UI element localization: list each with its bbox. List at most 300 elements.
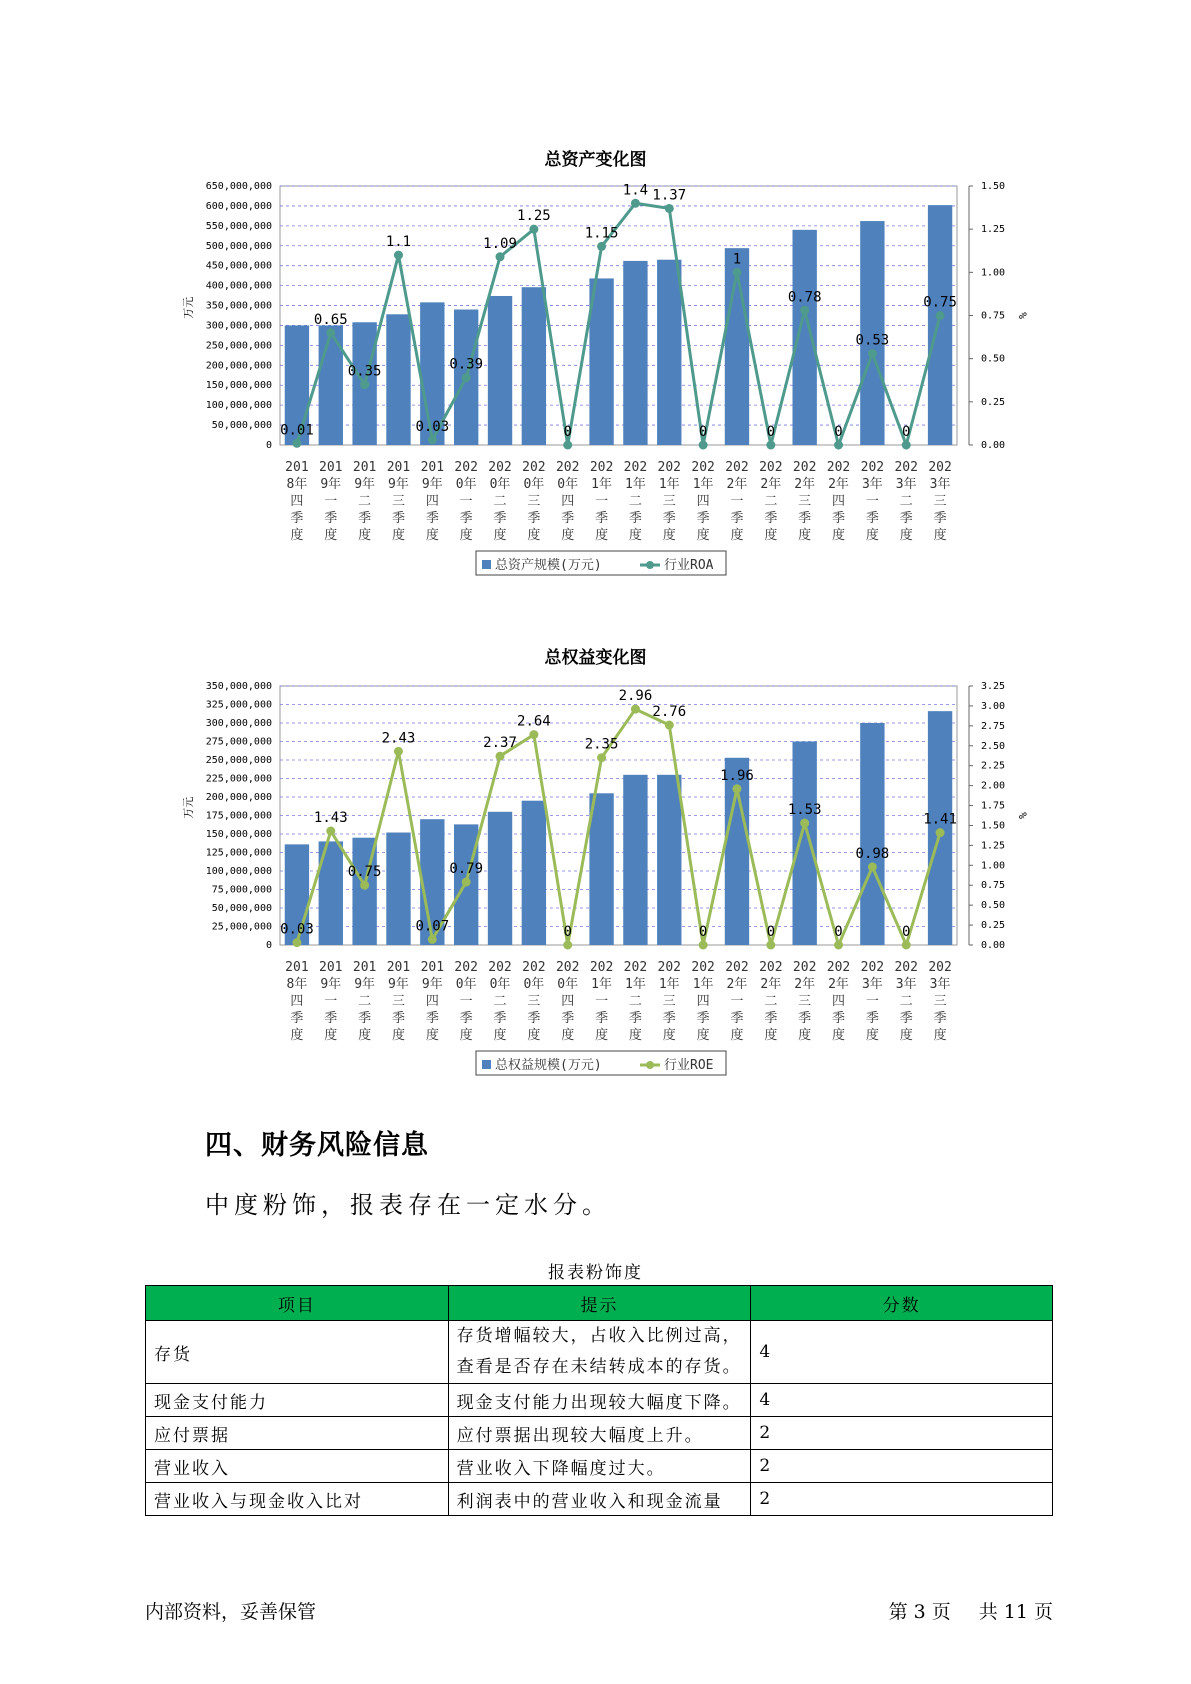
- line-point: [732, 784, 741, 793]
- line-point: [496, 252, 505, 261]
- x-tick-label: 度: [324, 528, 338, 543]
- y-tick-label: 325,000,000: [205, 699, 272, 711]
- x-tick-label: 季: [595, 1011, 609, 1026]
- x-tick-label: 3年: [861, 477, 883, 492]
- x-tick-label: 二: [764, 494, 778, 509]
- x-tick-label: 202: [657, 460, 682, 475]
- line-point: [563, 441, 572, 450]
- data-label: 0.75: [923, 294, 957, 311]
- x-tick-label: 8年: [286, 977, 308, 992]
- x-tick-label: 1年: [658, 477, 680, 492]
- legend-bar-swatch: [482, 560, 491, 569]
- data-label: 0: [766, 424, 776, 440]
- line-point: [597, 242, 606, 251]
- x-tick-label: 度: [358, 1028, 372, 1043]
- y-tick-label: 150,000,000: [205, 380, 272, 392]
- x-tick-label: 季: [899, 1011, 913, 1026]
- y-tick-label: 350,000,000: [205, 300, 272, 312]
- row-item: 应付票据: [146, 1417, 449, 1450]
- x-tick-label: 度: [865, 528, 879, 543]
- x-tick-label: 季: [290, 511, 304, 526]
- x-tick-label: 201: [352, 960, 377, 975]
- bar: [522, 287, 546, 445]
- x-tick-label: 1年: [692, 977, 714, 992]
- data-label: 0: [698, 424, 708, 440]
- line-point: [936, 311, 945, 320]
- line-point: [766, 941, 775, 950]
- x-tick-label: 9年: [388, 477, 409, 492]
- legend-line-label: 行业ROA: [664, 558, 714, 573]
- x-tick-label: 四: [561, 494, 575, 509]
- x-tick-label: 度: [324, 1028, 338, 1043]
- x-tick-label: 季: [764, 511, 778, 526]
- x-tick-label: 9年: [354, 477, 376, 492]
- line-point: [732, 268, 741, 277]
- x-tick-label: 3年: [929, 977, 951, 992]
- legend-line-label: 行业ROE: [664, 1058, 714, 1073]
- x-tick-label: 二: [493, 994, 507, 1009]
- data-label: 0.79: [449, 861, 484, 878]
- data-label: 1.15: [584, 225, 619, 242]
- x-tick-label: 季: [459, 511, 473, 526]
- header-hint: 提示: [448, 1286, 751, 1321]
- x-tick-label: 202: [589, 960, 614, 975]
- total-equity-chart: [0, 680, 1191, 1090]
- x-tick-label: 202: [759, 460, 783, 475]
- y2-axis-label: %: [1016, 312, 1029, 319]
- y-tick-label: 275,000,000: [205, 736, 272, 748]
- x-tick-label: 202: [555, 460, 580, 475]
- bar: [488, 296, 512, 445]
- total-assets-chart: [0, 180, 1191, 590]
- x-tick-label: 202: [725, 460, 749, 475]
- data-label: 0: [766, 924, 776, 940]
- x-tick-label: 三: [527, 994, 541, 1009]
- x-tick-label: 一: [730, 994, 744, 1009]
- x-tick-label: 季: [527, 1011, 541, 1026]
- row-item: 营业收入: [146, 1450, 449, 1483]
- y2-tick-label: 1.75: [981, 800, 1006, 812]
- x-tick-label: 四: [832, 994, 846, 1009]
- x-tick-label: 202: [488, 960, 512, 975]
- y-tick-label: 300,000,000: [205, 320, 272, 332]
- x-tick-label: 0年: [455, 977, 477, 992]
- x-tick-label: 一: [459, 994, 473, 1009]
- x-tick-label: 度: [933, 528, 947, 543]
- x-tick-label: 202: [657, 960, 682, 975]
- x-tick-label: 202: [623, 460, 648, 475]
- legend-bar-swatch: [482, 1060, 491, 1069]
- x-tick-label: 四: [696, 494, 710, 509]
- x-tick-label: 2年: [794, 477, 816, 492]
- x-tick-label: 三: [798, 994, 812, 1009]
- legend-bar-label: 总权益规模(万元): [495, 1058, 602, 1073]
- x-tick-label: 2年: [760, 477, 782, 492]
- line-point: [360, 881, 369, 890]
- line-point: [496, 752, 505, 761]
- x-tick-label: 202: [454, 460, 478, 475]
- data-label: 1.4: [622, 182, 649, 199]
- bar: [792, 742, 816, 946]
- x-tick-label: 季: [798, 511, 812, 526]
- x-tick-label: 二: [358, 994, 372, 1009]
- x-tick-label: 201: [319, 960, 343, 975]
- data-label: 0.35: [347, 363, 382, 380]
- x-tick-label: 1年: [625, 477, 646, 492]
- y-tick-label: 350,000,000: [205, 681, 272, 692]
- x-tick-label: 202: [826, 460, 851, 475]
- y-tick-label: 200,000,000: [205, 360, 272, 372]
- x-tick-label: 度: [899, 528, 913, 543]
- x-tick-label: 季: [696, 1011, 710, 1026]
- x-tick-label: 202: [792, 960, 817, 975]
- x-tick-label: 3年: [929, 477, 951, 492]
- x-tick-label: 度: [662, 1028, 676, 1043]
- data-label: 1.09: [483, 235, 517, 252]
- x-tick-label: 度: [730, 1028, 744, 1043]
- bar: [386, 833, 410, 945]
- risk-summary: 中度粉饰，报表存在一定水分。: [205, 1191, 611, 1219]
- line-point: [394, 747, 403, 756]
- x-tick-label: 2年: [828, 977, 849, 992]
- x-tick-label: 度: [595, 528, 609, 543]
- data-label: 0.03: [280, 921, 314, 938]
- bar: [657, 260, 681, 445]
- y-tick-label: 250,000,000: [205, 340, 272, 352]
- data-label: 0.01: [280, 422, 314, 439]
- y-tick-label: 300,000,000: [205, 718, 272, 729]
- x-tick-label: 度: [933, 1028, 947, 1043]
- line-point: [699, 941, 708, 950]
- line-point: [462, 878, 471, 887]
- row-hint: 现金支付能力出现较大幅度下降。: [448, 1384, 751, 1417]
- x-tick-label: 202: [555, 960, 580, 975]
- x-tick-label: 度: [527, 528, 541, 543]
- line-point: [462, 373, 471, 382]
- x-tick-label: 二: [764, 994, 778, 1009]
- x-tick-label: 0年: [557, 977, 579, 992]
- x-tick-label: 度: [459, 1028, 473, 1043]
- x-tick-label: 201: [386, 460, 411, 475]
- x-tick-label: 一: [595, 994, 609, 1009]
- x-tick-label: 201: [420, 960, 445, 975]
- x-tick-label: 3年: [895, 477, 917, 492]
- y-tick-label: 650,000,000: [205, 181, 272, 192]
- y-tick-label: 400,000,000: [205, 280, 272, 292]
- x-tick-label: 季: [764, 1011, 778, 1026]
- x-tick-label: 二: [358, 494, 372, 509]
- header-item: 项目: [146, 1286, 449, 1321]
- x-tick-label: 季: [527, 511, 541, 526]
- data-label: 0: [902, 424, 911, 440]
- x-tick-label: 度: [832, 528, 846, 543]
- y2-tick-label: 0.75: [981, 880, 1006, 892]
- data-label: 2.35: [584, 736, 619, 753]
- line-point: [902, 941, 911, 950]
- x-tick-label: 季: [358, 1011, 372, 1026]
- data-label: 0.07: [415, 918, 450, 935]
- header-score: 分数: [751, 1286, 1053, 1321]
- x-tick-label: 季: [391, 511, 405, 526]
- data-label: 2.37: [483, 735, 517, 752]
- x-tick-label: 度: [764, 528, 778, 543]
- data-label: 0.75: [347, 864, 382, 881]
- x-tick-label: 9年: [320, 977, 342, 992]
- data-label: 1.1: [385, 234, 412, 251]
- total-pages: 11: [1003, 1601, 1028, 1623]
- y2-tick-label: 2.50: [981, 740, 1006, 752]
- x-tick-label: 四: [696, 994, 710, 1009]
- x-tick-label: 季: [324, 1011, 338, 1026]
- x-tick-label: 季: [628, 1011, 642, 1026]
- line-point: [800, 819, 809, 828]
- x-tick-label: 1年: [692, 477, 714, 492]
- line-point: [326, 328, 335, 337]
- x-tick-label: 度: [696, 1028, 710, 1043]
- x-tick-label: 度: [561, 1028, 575, 1043]
- x-tick-label: 度: [290, 528, 304, 543]
- page-prefix: 第: [888, 1601, 908, 1623]
- row-hint: 营业收入下降幅度过大。: [448, 1450, 751, 1483]
- x-tick-label: 季: [628, 511, 642, 526]
- y2-tick-label: 3.25: [981, 681, 1006, 692]
- x-tick-label: 季: [899, 511, 913, 526]
- chart-title-total-assets: 总资产变化图: [544, 150, 647, 170]
- x-tick-label: 202: [928, 460, 952, 475]
- x-tick-label: 202: [589, 460, 614, 475]
- y2-tick-label: 2.00: [981, 780, 1006, 792]
- x-tick-label: 度: [764, 1028, 778, 1043]
- data-label: 0.03: [415, 418, 450, 435]
- x-tick-label: 季: [493, 1011, 507, 1026]
- x-tick-label: 3年: [861, 977, 883, 992]
- y2-tick-label: 0.75: [981, 310, 1006, 322]
- x-tick-label: 季: [595, 511, 609, 526]
- bar: [860, 723, 884, 945]
- y2-tick-label: 2.25: [981, 760, 1006, 772]
- x-tick-label: 度: [391, 528, 405, 543]
- x-tick-label: 一: [324, 494, 338, 509]
- line-point: [834, 941, 843, 950]
- x-tick-label: 一: [865, 994, 879, 1009]
- row-score: 2: [751, 1483, 1053, 1516]
- total-unit: 页: [1033, 1601, 1053, 1623]
- data-label: 0.53: [855, 332, 890, 349]
- x-tick-label: 202: [691, 460, 715, 475]
- x-tick-label: 201: [386, 960, 411, 975]
- x-tick-label: 季: [865, 1011, 879, 1026]
- data-label: 0.98: [855, 845, 890, 862]
- bar: [928, 711, 952, 945]
- x-tick-label: 度: [391, 1028, 405, 1043]
- x-tick-label: 度: [832, 1028, 846, 1043]
- y-axis-label: 万元: [182, 796, 195, 819]
- x-tick-label: 季: [324, 511, 338, 526]
- legend-bar-label: 总资产规模(万元): [495, 558, 602, 573]
- x-tick-label: 202: [928, 960, 952, 975]
- line-point: [428, 435, 437, 444]
- x-tick-label: 二: [493, 494, 507, 509]
- bar: [589, 793, 613, 945]
- y-tick-label: 50,000,000: [211, 903, 272, 914]
- x-tick-label: 度: [798, 528, 812, 543]
- row-score: 4: [751, 1321, 1053, 1384]
- x-tick-label: 201: [420, 460, 445, 475]
- legend-line-marker: [646, 1061, 654, 1069]
- x-tick-label: 度: [899, 1028, 913, 1043]
- y2-tick-label: 0.25: [981, 396, 1006, 408]
- y-tick-label: 225,000,000: [205, 773, 272, 785]
- x-tick-label: 9年: [320, 477, 342, 492]
- y2-tick-label: 1.50: [981, 181, 1006, 192]
- x-tick-label: 季: [662, 511, 676, 526]
- footer-page-info: [883, 1597, 1053, 1624]
- data-label: 1.43: [313, 810, 348, 827]
- x-tick-label: 季: [832, 511, 846, 526]
- y2-tick-label: 1.25: [981, 224, 1006, 236]
- line-point: [597, 753, 606, 762]
- bar: [657, 775, 681, 945]
- chart-title-total-equity: 总权益变化图: [544, 648, 647, 668]
- section-heading: 四、财务风险信息: [205, 1130, 429, 1161]
- y2-tick-label: 1.25: [981, 840, 1006, 852]
- y-tick-label: 250,000,000: [205, 755, 272, 766]
- x-tick-label: 202: [522, 960, 546, 975]
- table-row: [146, 1483, 1053, 1516]
- x-tick-label: 四: [290, 494, 304, 509]
- line-point: [529, 730, 538, 739]
- page-unit: 页: [931, 1601, 951, 1623]
- x-tick-label: 1年: [591, 477, 612, 492]
- x-tick-label: 1年: [625, 977, 646, 992]
- line-point: [394, 251, 403, 260]
- y-tick-label: 25,000,000: [211, 921, 272, 933]
- data-label: 1.41: [923, 811, 957, 828]
- y2-tick-label: 2.75: [981, 720, 1006, 732]
- x-tick-label: 三: [391, 494, 405, 509]
- x-tick-label: 201: [319, 460, 343, 475]
- y-tick-label: 450,000,000: [205, 260, 272, 272]
- x-tick-label: 三: [933, 994, 947, 1009]
- line-point: [326, 827, 335, 836]
- x-tick-label: 度: [358, 528, 372, 543]
- table-row: [146, 1321, 1053, 1384]
- x-tick-label: 1年: [591, 977, 612, 992]
- x-tick-label: 度: [493, 1028, 507, 1043]
- y2-tick-label: 0.25: [981, 920, 1006, 932]
- line-point: [631, 199, 640, 208]
- line-point: [360, 380, 369, 389]
- x-tick-label: 202: [725, 960, 749, 975]
- x-tick-label: 季: [290, 1011, 304, 1026]
- y2-tick-label: 1.00: [981, 267, 1006, 279]
- y2-axis-label: %: [1016, 812, 1029, 819]
- data-label: 2.96: [618, 688, 653, 705]
- data-label: 2.76: [652, 704, 687, 721]
- data-label: 0: [563, 924, 572, 940]
- line-point: [936, 828, 945, 837]
- x-tick-label: 度: [628, 528, 642, 543]
- x-tick-label: 度: [865, 1028, 879, 1043]
- x-tick-label: 202: [792, 460, 817, 475]
- x-tick-label: 0年: [455, 477, 477, 492]
- line-point: [665, 204, 674, 213]
- x-tick-label: 二: [899, 494, 913, 509]
- y-tick-label: 100,000,000: [205, 866, 272, 877]
- line-point: [699, 441, 708, 450]
- x-tick-label: 202: [860, 460, 885, 475]
- y-tick-label: 125,000,000: [205, 847, 272, 859]
- x-tick-label: 8年: [286, 477, 308, 492]
- x-tick-label: 季: [933, 511, 947, 526]
- x-tick-label: 度: [425, 1028, 439, 1043]
- legend-line-marker: [646, 561, 654, 569]
- x-tick-label: 一: [865, 494, 879, 509]
- row-item: 营业收入与现金收入比对: [146, 1483, 449, 1516]
- x-tick-label: 二: [628, 994, 642, 1009]
- x-tick-label: 季: [933, 1011, 947, 1026]
- bar: [623, 261, 647, 445]
- line-point: [766, 441, 775, 450]
- line-point: [902, 441, 911, 450]
- x-tick-label: 季: [425, 1011, 439, 1026]
- bar: [522, 801, 546, 945]
- x-tick-label: 二: [628, 494, 642, 509]
- x-tick-label: 一: [324, 994, 338, 1009]
- x-tick-label: 季: [832, 1011, 846, 1026]
- row-score: 2: [751, 1450, 1053, 1483]
- y-tick-label: 200,000,000: [205, 792, 272, 803]
- x-tick-label: 季: [459, 1011, 473, 1026]
- data-label: 1.25: [517, 208, 551, 225]
- data-label: 1.37: [652, 187, 687, 204]
- x-tick-label: 四: [425, 494, 439, 509]
- x-tick-label: 二: [899, 994, 913, 1009]
- x-tick-label: 202: [759, 960, 783, 975]
- y-tick-label: 75,000,000: [211, 884, 272, 896]
- x-tick-label: 三: [662, 994, 676, 1009]
- data-label: 1.96: [720, 767, 754, 784]
- x-tick-label: 0年: [523, 477, 545, 492]
- x-tick-label: 季: [391, 1011, 405, 1026]
- x-tick-label: 度: [696, 528, 710, 543]
- data-label: 0: [563, 424, 572, 440]
- y-axis-label: 万元: [182, 296, 195, 319]
- x-tick-label: 季: [493, 511, 507, 526]
- line-point: [800, 306, 809, 315]
- x-tick-label: 度: [798, 1028, 812, 1043]
- x-tick-label: 度: [595, 1028, 609, 1043]
- x-tick-label: 201: [352, 460, 377, 475]
- x-tick-label: 0年: [523, 977, 545, 992]
- x-tick-label: 度: [425, 528, 439, 543]
- x-tick-label: 度: [290, 1028, 304, 1043]
- data-label: 1.53: [787, 802, 822, 819]
- x-tick-label: 9年: [421, 477, 443, 492]
- y2-tick-label: 3.00: [981, 700, 1006, 712]
- line-point: [631, 705, 640, 714]
- bar: [928, 205, 952, 445]
- y-tick-label: 0: [265, 940, 272, 951]
- row-score: 4: [751, 1384, 1053, 1417]
- x-tick-label: 0年: [557, 477, 579, 492]
- x-tick-label: 季: [798, 1011, 812, 1026]
- x-tick-label: 202: [826, 960, 851, 975]
- bar: [623, 775, 647, 945]
- x-tick-label: 0年: [489, 977, 511, 992]
- line-point: [868, 349, 877, 358]
- x-tick-label: 度: [628, 1028, 642, 1043]
